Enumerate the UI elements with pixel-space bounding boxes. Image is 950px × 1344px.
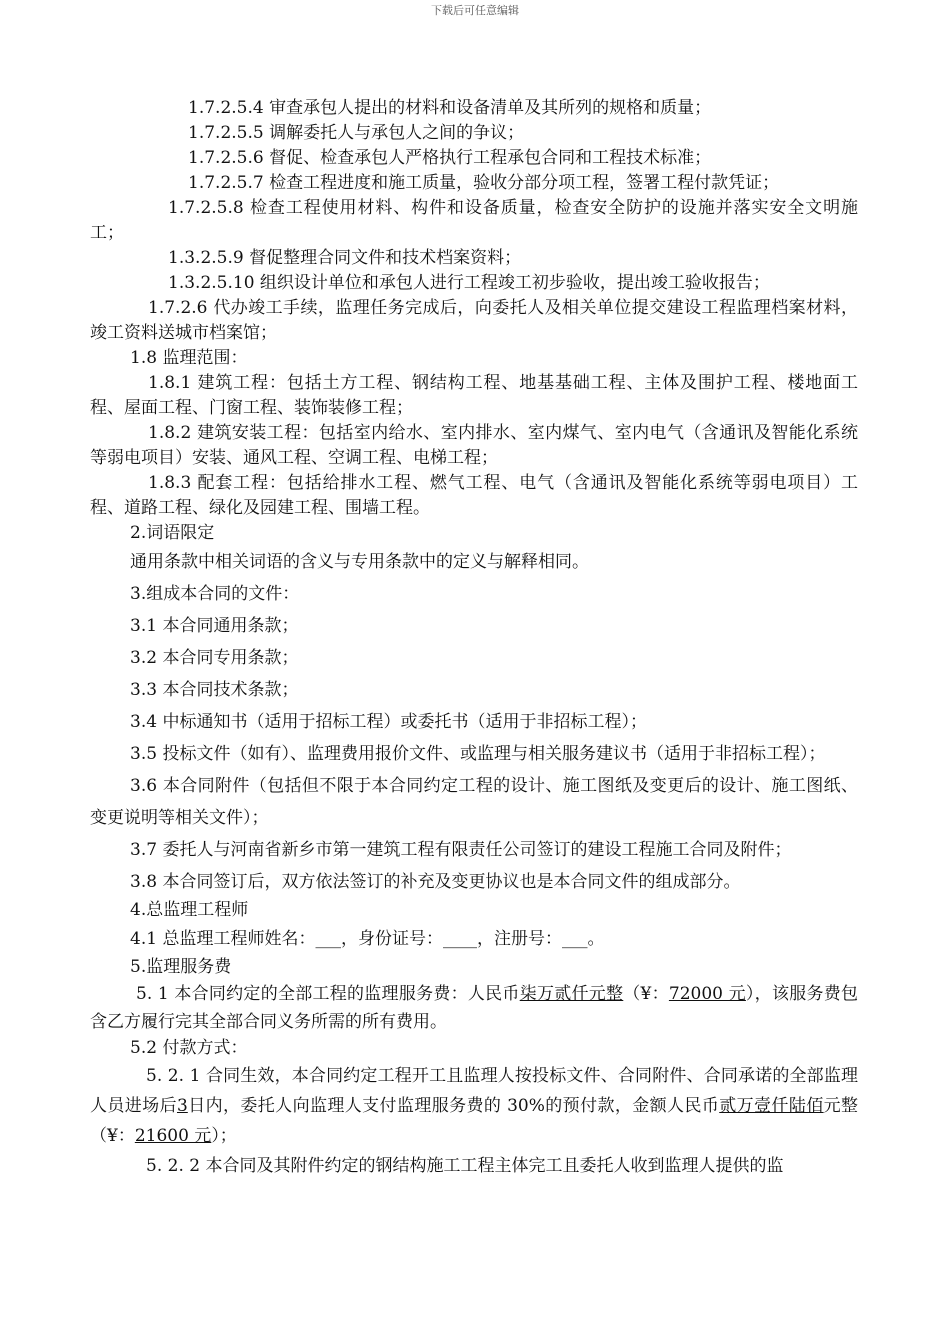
clause-5-1: 5. 1 本合同约定的全部工程的监理服务费：人民币柒万贰仟元整（¥：72000 元），该服务费包含乙方履行完其全部合同义务所需的所有费用。 — [90, 984, 859, 1032]
pay-amount-words: 贰万壹仟陆佰 — [719, 1096, 824, 1116]
clause-4-1: 4.1 总监理工程师姓名：___，身份证号：____，注册号：___。 — [130, 929, 605, 949]
clause-3-6: 3.6 本合同附件（包括但不限于本合同约定工程的设计、施工图纸及变更后的设计、施工图纸、变更说明等相关文件）； — [90, 776, 858, 828]
clause-3-5: 3.5 投标文件（如有）、监理费用报价文件、或监理与相关服务建议书（适用于非招标工程）； — [130, 744, 826, 764]
clause-1-7-2-6: 1.7.2.6 代办竣工手续，监理任务完成后，向委托人及相关单位提交建设工程监理档案材料，竣工资料送城市档案馆； — [90, 298, 858, 343]
pay-amount-number: 21600 元 — [134, 1126, 212, 1146]
clause-1-8-1: 1.8.1 建筑工程：包括土方工程、钢结构工程、地基基础工程、主体及围护工程、楼地面工程、屋面工程、门窗工程、装饰装修工程； — [90, 373, 858, 418]
section-1-8-title: 1.8 监理范围： — [130, 348, 248, 368]
clause-3-4: 3.4 中标通知书（适用于招标工程）或委托书（适用于非招标工程）； — [130, 712, 647, 732]
section-3-title: 3.组成本合同的文件： — [130, 584, 300, 604]
clause-1-7-2-5-8: 1.7.2.5.8 检查工程使用材料、构件和设备质量，检查安全防护的设施并落实安全文明施工； — [90, 198, 858, 243]
fee-amount-words: 柒万贰仟元整 — [519, 984, 624, 1004]
clause-3-8: 3.8 本合同签订后，双方依法签订的补充及变更协议也是本合同文件的组成部分。 — [130, 872, 741, 892]
pay-days: 3 — [176, 1096, 188, 1116]
clause-3-3: 3.3 本合同技术条款； — [130, 680, 299, 700]
clause-1-7-2-5-6: 1.7.2.5.6 督促、检查承包人严格执行工程承包合同和工程技术标准； — [188, 148, 712, 168]
section-4-title: 4.总监理工程师 — [130, 900, 249, 920]
clause-3-2: 3.2 本合同专用条款； — [130, 648, 299, 668]
clause-1-8-3: 1.8.3 配套工程：包括给排水工程、燃气工程、电气（含通讯及智能化系统等弱电项目）工程、道路工程、绿化及园建工程、围墙工程。 — [90, 473, 858, 518]
section-2-title: 2.词语限定 — [130, 523, 215, 543]
clause-1-3-2-5-9: 1.3.2.5.9 督促整理合同文件和技术档案资料； — [168, 248, 522, 268]
clause-1-7-2-5-4: 1.7.2.5.4 审查承包人提出的材料和设备清单及其所列的规格和质量； — [188, 98, 712, 118]
document-page — [90, 96, 858, 1181]
clause-1-3-2-5-10: 1.3.2.5.10 组织设计单位和承包人进行工程竣工初步验收，提出竣工验收报告； — [168, 273, 770, 293]
clause-1-7-2-5-7: 1.7.2.5.7 检查工程进度和施工质量，验收分部分项工程，签署工程付款凭证； — [188, 173, 780, 193]
section-5-title: 5.监理服务费 — [130, 957, 232, 977]
page-header-note: 下载后可任意编辑 — [431, 4, 519, 17]
section-2-body: 通用条款中相关词语的含义与专用条款中的定义与解释相同。 — [130, 552, 589, 572]
clause-1-8-2: 1.8.2 建筑安装工程：包括室内给水、室内排水、室内煤气、室内电气（含通讯及智能化系统等弱电项目）安装、通风工程、空调工程、电梯工程； — [90, 423, 858, 468]
clause-5-2-1: 5. 2. 1 合同生效，本合同约定工程开工且监理人按投标文件、合同附件、合同承诺的全部监理人员进场后3日内，委托人向监理人支付监理服务费的 30%的预付款，金额人民币贰万壹仟陆佰元整（¥：21600 元）； — [90, 1066, 859, 1146]
section-5-2-title: 5.2 付款方式： — [130, 1038, 248, 1058]
clause-5-2-2: 5. 2. 2 本合同及其附件约定的钢结构施工工程主体完工且委托人收到监理人提供的监 — [146, 1156, 784, 1176]
clause-1-7-2-5-5: 1.7.2.5.5 调解委托人与承包人之间的争议； — [188, 123, 525, 143]
clause-3-7: 3.7 委托人与河南省新乡市第一建筑工程有限责任公司签订的建设工程施工合同及附件； — [130, 840, 792, 860]
fee-amount-number: 72000 元 — [668, 984, 746, 1004]
clause-3-1: 3.1 本合同通用条款； — [130, 616, 299, 636]
